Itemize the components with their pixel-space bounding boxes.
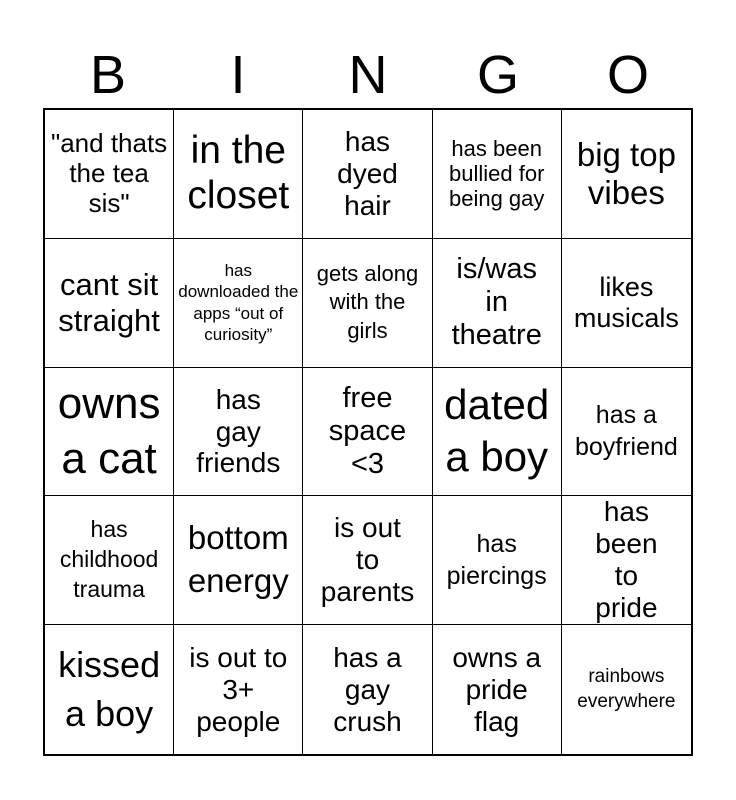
bingo-cell[interactable]: [45, 239, 174, 368]
cell-text: bottom energy: [187, 519, 289, 600]
bingo-cell[interactable]: [303, 239, 432, 368]
bingo-cell[interactable]: [174, 239, 303, 368]
cell-text: has been bullied for being gay: [448, 136, 545, 212]
cell-text: has downloaded the apps “out of curiosity”: [178, 261, 299, 344]
cell-text: free space <3: [328, 381, 407, 481]
cell-text: dated a boy: [444, 380, 550, 481]
bingo-cell[interactable]: [433, 239, 562, 368]
bingo-cell[interactable]: [45, 496, 174, 625]
header-letter-g: G: [476, 45, 519, 105]
header-letter-b: B: [89, 45, 127, 105]
bingo-cell[interactable]: [303, 496, 432, 625]
bingo-cell[interactable]: [174, 496, 303, 625]
bingo-cell[interactable]: [433, 496, 562, 625]
cell-text: big top vibes: [576, 136, 676, 211]
bingo-cell[interactable]: [174, 368, 303, 497]
cell-text: is/was in theatre: [451, 253, 542, 352]
cell-text: has childhood trauma: [59, 516, 159, 603]
cell-text: has a boyfriend: [574, 400, 678, 462]
bingo-cell[interactable]: [303, 110, 432, 239]
cell-text: in the closet: [187, 129, 290, 217]
bingo-cell[interactable]: [45, 368, 174, 497]
cell-text: has gay friends: [196, 383, 281, 479]
cell-text: has dyed hair: [337, 126, 398, 221]
bingo-cell[interactable]: [174, 110, 303, 239]
bingo-cell[interactable]: [433, 625, 562, 754]
cell-text: has been to pride: [595, 496, 658, 624]
cell-text: owns a pride flag: [452, 641, 542, 737]
bingo-cell[interactable]: [433, 110, 562, 239]
cell-text: cant sit straight: [58, 267, 160, 338]
bingo-cell[interactable]: [562, 239, 691, 368]
bingo-cell[interactable]: [433, 368, 562, 497]
bingo-cell[interactable]: [45, 110, 174, 239]
bingo-cell[interactable]: [174, 625, 303, 754]
bingo-cell[interactable]: [562, 368, 691, 497]
cell-text: kissed a boy: [58, 644, 161, 734]
header-letter-o: O: [606, 45, 649, 105]
cell-text: likes musicals: [573, 271, 679, 333]
cell-text: owns a cat: [57, 379, 161, 484]
bingo-header: [43, 42, 693, 108]
bingo-cell[interactable]: [562, 625, 691, 754]
bingo-grid: [43, 108, 693, 756]
bingo-cell[interactable]: [562, 110, 691, 239]
header-letter-n: N: [348, 45, 388, 105]
cell-text: has a gay crush: [333, 641, 402, 737]
cell-text: "and thats the tea sis": [50, 128, 168, 218]
cell-text: is out to 3+ people: [189, 641, 288, 737]
bingo-cell[interactable]: [303, 625, 432, 754]
bingo-cell[interactable]: [303, 368, 432, 497]
cell-text: is out to parents: [320, 512, 415, 608]
cell-text: has piercings: [446, 529, 547, 591]
cell-text: gets along with the girls: [316, 260, 419, 343]
bingo-cell[interactable]: [45, 625, 174, 754]
cell-text: rainbows everywhere: [577, 665, 676, 712]
header-letter-i: I: [230, 45, 246, 105]
bingo-cell[interactable]: [562, 496, 691, 625]
